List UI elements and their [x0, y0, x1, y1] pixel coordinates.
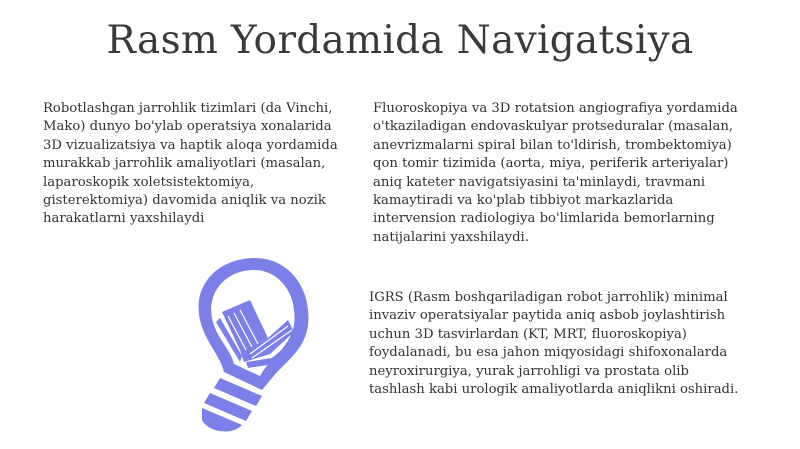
lightbulb-book-svg	[150, 250, 320, 440]
lightbulb-book-icon	[150, 250, 320, 440]
slide-title: Rasm Yordamida Navigatsiya	[106, 18, 694, 63]
paragraph-igrs: IGRS (Rasm boshqariladigan robot jarrohlik) minimal invaziv operatsiyalar paytida aniq asbob joylashtirish uchun 3D tasvirlardan (KT, MRT, fluoroskopiya) foydalanadi, bu esa jahon miqyosidagi shifoxonalarda neyroxirurgiya, yurak jarrohligi va prostata olib tashlash kabi urologik amaliyotlarda aniqlikni oshiradi.	[369, 290, 739, 398]
paragraph-robotic-surgery: Robotlashgan jarrohlik tizimlari (da Vinchi, Mako) dunyo bo'ylab operatsiya xonalarida 3D vizualizatsiya va haptik aloqa yordamida murakkab jarrohlik amaliyotlari (masalan, laparoskopik xoletsistektomiya, gisterektomiya) davomida aniqlik va nozik harakatlarni yaxshilaydi	[43, 101, 338, 227]
paragraph-endovascular: Fluoroskopiya va 3D rotatsion angiografiya yordamida o'tkaziladigan endovaskulyar protseduralar (masalan, anevrizmalarni spiral bilan to'ldirish, trombektomiya) qon tomir tizimida (aorta, miya, periferik arteriyalar) aniq kateter navigatsiyasini ta'minlaydi, travmani kamaytiradi va ko'plab tibbiyot markazlarida intervension radiologiya bo'limlarida bemorlarning natijalarini yaxshilaydi.	[373, 101, 738, 245]
